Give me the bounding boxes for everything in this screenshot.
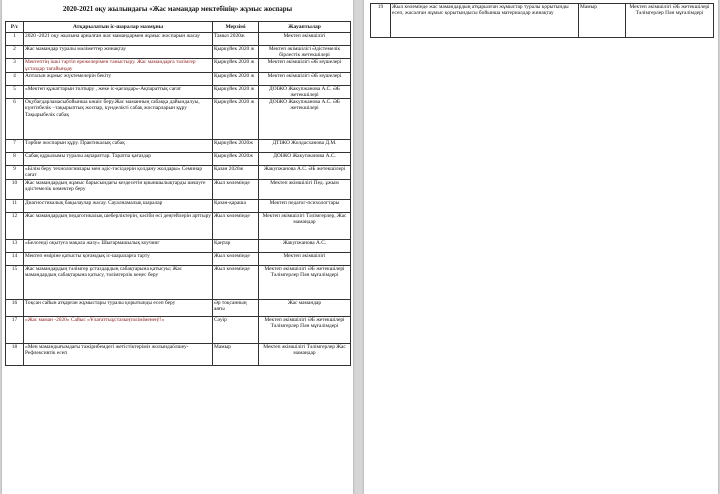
- row-number: 2: [6, 46, 24, 59]
- row-task: Мектеп өмірінe қатысты қоғамдық іс-шараларға тарту: [24, 252, 213, 265]
- table-row: [6, 72, 351, 85]
- row-date: Қаңтар: [213, 239, 259, 252]
- row-date: Мамыр: [213, 343, 259, 365]
- row-date: Тамыз 2020ж: [213, 33, 259, 46]
- row-date: Қазан 2020ж: [213, 166, 259, 179]
- row-number: 6: [6, 99, 24, 140]
- row-responsible: Мектеп әкімшілігі Тәлімгерлер Жас мамандар: [259, 343, 351, 365]
- row-number: 14: [6, 252, 24, 265]
- row-responsible: Жакупжанова А.С. ӘБ жетекшілері: [259, 166, 351, 179]
- row-task: Жас мамандар туралы мәліметтер жинақтау: [24, 46, 213, 59]
- header-task: Атқарылатын іс-шаралар мазмұны: [24, 22, 213, 33]
- plan-table: [5, 21, 351, 366]
- row-date: Жыл көлемінде: [213, 179, 259, 199]
- row-number: 19: [371, 4, 391, 38]
- document-page-left: [2, 0, 353, 494]
- row-responsible: Мектеп әкімшілігі: [259, 252, 351, 265]
- table-row: [6, 33, 351, 46]
- row-task: Жас мамандардың тәлімгер ұстаздардың сабақтарына қатысуы; Жас мамандардың сабақтарына қатысу, тәлімгерлік кеңес беру: [24, 265, 213, 299]
- table-row: [6, 316, 351, 343]
- row-date: Қазан-қараша: [213, 199, 259, 212]
- row-task: Жас мамандардың педагогикалық шеберліктерін, кәсіби өсі деңгейлерін арттыру: [24, 212, 213, 239]
- table-row: [6, 265, 351, 299]
- row-responsible: Мектеп әкімшілігі Тәлімгерлер, Жас мамандар: [259, 212, 351, 239]
- row-responsible: ДОІЖО Жакупжанова А.С.: [259, 153, 351, 166]
- table-row: [6, 99, 351, 140]
- row-number: 18: [6, 343, 24, 365]
- row-task: «Мен мамандығымдағы тәжірибемдегі жетістіктеріміз жолындаӧлшеу-Рефлексивтік есеп: [24, 343, 213, 365]
- row-task: Жыл көлемінде жас мамандардың атқарылған жұмыстар туралы қорытынды есеп, жасалған жұмыс қорытындысы бойынша материалдар жинақтау: [391, 4, 579, 38]
- row-responsible: Мектеп әкімшілігі Әдістемелік бірлестік жетекшілері: [259, 46, 351, 59]
- table-row: [6, 199, 351, 212]
- row-date: Қыркүйек 2020 ж: [213, 46, 259, 59]
- row-date: Жыл көлемінде: [213, 252, 259, 265]
- row-responsible: Мектеп педагог-психологтары: [259, 199, 351, 212]
- table-row: [6, 140, 351, 153]
- row-date: Қыркүйек 2020 ж: [213, 99, 259, 140]
- row-date: Қыркүйек 2020 ж: [213, 85, 259, 98]
- row-responsible: ДОІЖО Жакупжанова А.С. ӘБ жетекшілері: [259, 99, 351, 140]
- row-number: 5: [6, 85, 24, 98]
- row-date: Сәуір: [213, 316, 259, 343]
- table-row: [6, 239, 351, 252]
- table-row: [6, 59, 351, 72]
- table-row: [6, 85, 351, 98]
- row-responsible: Жас мамандар: [259, 299, 351, 316]
- row-number: 15: [6, 265, 24, 299]
- row-number: 9: [6, 166, 24, 179]
- row-responsible: Мектеп әкімшілігі ӘБ жетекшілері Тәлімгерлер Пән мұғалімдері: [626, 4, 714, 38]
- row-date: Мамыр: [579, 4, 626, 38]
- row-number: 3: [6, 59, 24, 72]
- row-task: 2020 -2021 оқу жылына арналған жас мамандармен жұмыс жоспарын жасау: [24, 33, 213, 46]
- row-responsible: ДТІЖО Жолдасханова Д.М.: [259, 140, 351, 153]
- row-responsible: Мектеп әкімшілігі Пед. ұжым: [259, 179, 351, 199]
- header-number: Р/с: [6, 22, 24, 33]
- row-date: Жыл көлемінде: [213, 212, 259, 239]
- row-date: Қыркүйек 2020 ж: [213, 59, 259, 72]
- row-responsible: Мектеп әкімшілігі ӘБ жетекшілері Тәлімгерлер Пән мұғалімдері: [259, 265, 351, 299]
- table-row: [6, 153, 351, 166]
- table-row: [6, 179, 351, 199]
- document-page-right: [364, 0, 718, 494]
- row-date: Қыркүйек 2020ж: [213, 140, 259, 153]
- table-row: [6, 46, 351, 59]
- table-row: [371, 4, 714, 38]
- row-date: Әр тоқсанның аяғы: [213, 299, 259, 316]
- table-row: [6, 252, 351, 265]
- row-responsible: Мектеп әкімшілігі: [259, 33, 351, 46]
- row-task: Аптасын жұмыс жүктемелерін бекіту: [24, 72, 213, 85]
- table-row: [6, 212, 351, 239]
- row-date: Қыркүйек 2020ж: [213, 153, 259, 166]
- row-number: 16: [6, 299, 24, 316]
- row-task: «Жас маман -2020» Сайыс «Ұлағаттыұстазыңтәліміменең!!»: [24, 316, 213, 343]
- row-date: Қыркүйек 2020 ж: [213, 72, 259, 85]
- row-responsible: Жакупжанова А.С.: [259, 239, 351, 252]
- row-responsible: Мектеп әкімшілігі ӘБ жетекшілері Тәлімгерлер Пән мұғалімдері: [259, 316, 351, 343]
- row-date: Жыл көлемінде: [213, 265, 259, 299]
- table-row: [6, 299, 351, 316]
- table-row: [6, 343, 351, 365]
- row-number: 7: [6, 140, 24, 153]
- row-task: Тоқсан сайын атқарған жұмыстары туралы қорытынды есеп беру: [24, 299, 213, 316]
- row-task: Тәрбие жоспарын құру. Практикалық сабақ: [24, 140, 213, 153]
- row-task: «Білім беру технологиялары мен әдіс-тәсілдерін қолдану жолдары» Семинар сағат: [24, 166, 213, 179]
- row-task: Жас мамандардың жұмыс барысындағы кездесетін қиыншылықтарды шешуге әдістемелік көмектер беру: [24, 179, 213, 199]
- row-number: 11: [6, 199, 24, 212]
- row-task: Диагностикалық бақылаулар жасау. Сауалнамалық шаралар: [24, 199, 213, 212]
- header-date: Мерзімі: [213, 22, 259, 33]
- row-task: Сабақ құрылымы туралы ақпараттар. Таратпа қағаздар: [24, 153, 213, 166]
- row-number: 4: [6, 72, 24, 85]
- plan-table-continued: [370, 3, 714, 38]
- table-row: [6, 166, 351, 179]
- document-title: 2020-2021 оқу жылындағы «Жас мамандар мектебінің» жұмыс жоспары: [62, 5, 293, 13]
- row-responsible: Мектеп әкімшілігі ӘБ мүшелері: [259, 72, 351, 85]
- row-number: 10: [6, 179, 24, 199]
- row-number: 8: [6, 153, 24, 166]
- row-responsible: Мектеп әкімшілігі ӘБ мүшелері: [259, 59, 351, 72]
- header-responsible: Жауаптылар: [259, 22, 351, 33]
- row-number: 13: [6, 239, 24, 252]
- row-number: 17: [6, 316, 24, 343]
- row-number: 1: [6, 33, 24, 46]
- row-responsible: ДОІЖО Жакупжанова А.С. ӘБ жетекшілері: [259, 85, 351, 98]
- row-task: Мектептің ішкі тәртіп ережелерімен таныстыру. Жас мамандарға тәлімгер ұстаздар тағайындау: [24, 59, 213, 72]
- row-task: «Мектеп құжаттарын толтыру , жеке іс-қағаздар»-Ақпараттық сағат: [24, 85, 213, 98]
- row-task: «Белсенді оқытуға мақала жазу» Шығармашылық коучинг: [24, 239, 213, 252]
- row-task: Оқубағдарламасыбойынша көшіс беру.Жас маманның сабаққа дайындалуы, күнтізбелік –тақырыптық жоспар, күнделікті сабақ жоспарларын құру Тақырыбелік сабақ: [24, 99, 213, 140]
- row-number: 12: [6, 212, 24, 239]
